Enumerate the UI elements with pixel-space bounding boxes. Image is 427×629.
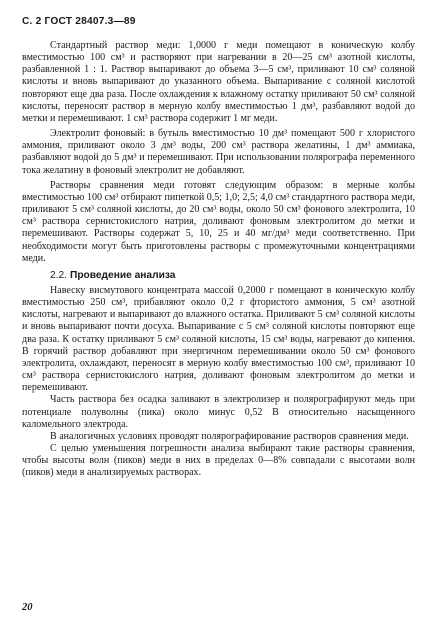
paragraph-reference-polarography: В аналогичных условиях проводят полярографирование растворов сравнения меди. xyxy=(50,430,409,442)
paragraph-sample-preparation: Навеску висмутового концентрата массой 0,2000 г помещают в коническую колбу вместимостью 250 см³, прибавляют около 0,2 г фтористого аммония, 5 см³ азотной кислоты, нагревают и выпаривают до влажного остатка. Приливают 5 см³ соляной кислоты и вновь выпаривают почти досуха. Выпаривание с 5 см³ соляной кислоты повторяют еще два раза. К остатку приливают 5 см³ соляной кислоты, 15 см³ воды, нагревают до кипения. В горячий раствор добавляют при энергичном перемешивании около 50 см³ фонового электролита, охлаждают, переносят в мерную колбу вместимостью 100 см³, приливают 10 см³ раствора сернистокислого натрия, доливают фоновым электролитом до метки и перемешивают. xyxy=(22,284,415,394)
section-title: Проведение анализа xyxy=(70,269,176,281)
section-number: 2.2. xyxy=(50,269,67,281)
paragraph-error-reduction: С целью уменьшения погрешности анализа выбирают такие растворы сравнения, чтобы высоты волн (пиков) меди в них в пределах 0—8% совпадали с высотами волн (пиков) меди в анализируемых растворах. xyxy=(22,443,415,479)
paragraph-reference-solutions: Растворы сравнения меди готовят следующим образом: в мерные колбы вместимостью 100 см³ отбирают пипеткой 0,5; 1,0; 2,5; 4,0 см³ стандартного раствора меди, приливают 5 см³ соляной кислоты, до 20 см³ воды, около 50 см³ фонового электролита, 10 см³ раствора сернистокислого натрия, доливают фоновым электролитом до метки и перемешивают. Растворы содержат 5, 10, 25 и 40 мг/дм³ меди соответственно. При необходимости могут быть приготовлены растворы с промежуточными концентрациями меди. xyxy=(22,179,415,264)
page-number: 20 xyxy=(22,602,33,613)
running-title: С. 2 ГОСТ 28407.3—89 xyxy=(22,16,136,27)
document-body xyxy=(22,40,415,479)
paragraph-background-electrolyte: Электролит фоновый: в бутыль вместимостью 10 дм³ помещают 500 г хлористого аммония, приливают около 3 дм³ воды, 200 см³ раствора желатины, 1 дм³ аммиака, разбавляют водой до 5 дм³ и перемешивают. При использовании полярографа переменного тока желатину в фоновый электролит не добавляют. xyxy=(22,128,415,176)
paragraph-standard-copy-solution: Стандартный раствор меди: 1,0000 г меди помещают в коническую колбу вместимостью 100 см³ и растворяют при нагревании в 20—25 см³ азотной кислоты, разбавленной 1 : 1. Раствор выпаривают до объема 3—5 см³, приливают 10 см³ соляной кислоты и вновь выпаривают до указанного объема. Выпаривание с соляной кислотой повторяют еще два раза. После охлаждения к влажному остатку приливают 50 см³ соляной кислоты, переносят раствор в мерную колбу вместимостью 1 дм³, разбавляют водой до метки и перемешивают. 1 см³ раствора содержит 1 мг меди. xyxy=(22,40,415,124)
section-heading xyxy=(22,270,415,282)
paragraph-polarography: Часть раствора без осадка заливают в электролизер и полярографируют медь при потенциале полуволны (пика) около минус 0,52 В относительно насыщенного каломельного электрода. xyxy=(22,394,415,430)
